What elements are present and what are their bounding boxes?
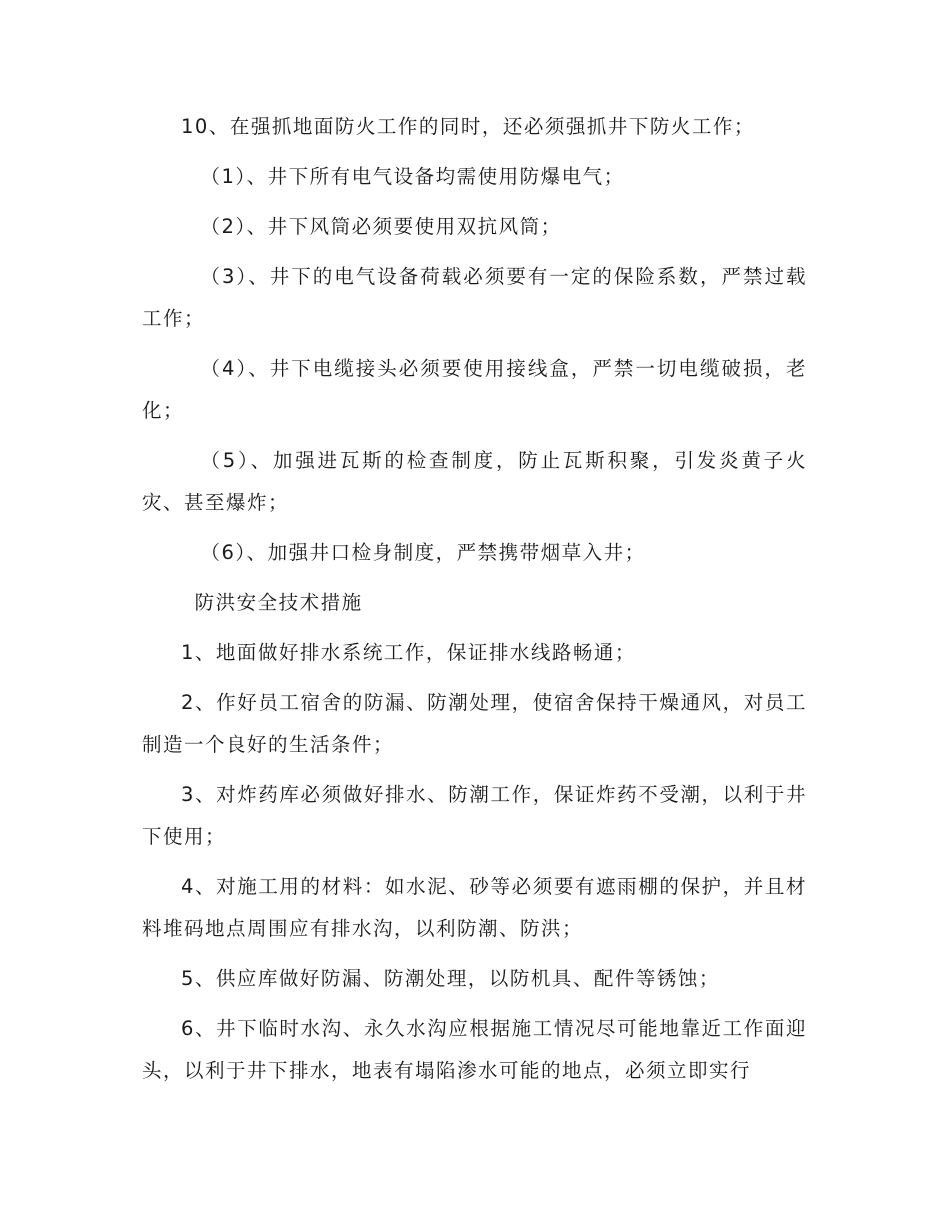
document-body	[142, 106, 807, 1092]
paragraph-item-3: 3、对炸药库必须做好排水、防潮工作，保证炸药不受潮，以利于井下使用；	[142, 783, 807, 848]
section-heading: 防洪安全技术措施	[194, 591, 363, 614]
paragraph-item-5: 5、供应库做好防漏、防潮处理，以防机具、配件等锈蚀；	[181, 967, 720, 990]
paragraph-subitem-3: （3）、井下的电气设备荷载必须要有一定的保险系数，严禁过载工作；	[142, 265, 807, 330]
paragraph-item-1: 1、地面做好排水系统工作，保证排水线路畅通；	[181, 641, 636, 664]
paragraph-item-10: 10、在强抓地面防火工作的同时，还必须强抓井下防火工作；	[181, 115, 755, 138]
paragraph-subitem-6: （6）、加强井口检身制度，严禁携带烟草入井；	[200, 541, 646, 564]
paragraph-item-2: 2、作好员工宿舍的防漏、防潮处理，使宿舍保持干燥通风，对员工制造一个良好的生活条件；	[142, 691, 807, 756]
paragraph-item-6: 6、井下临时水沟、永久水沟应根据施工情况尽可能地靠近工作面迎头，以利于井下排水，地表有塌陷渗水可能的地点，必须立即实行	[142, 1017, 807, 1082]
paragraph-subitem-4: （4）、井下电缆接头必须要使用接线盒，严禁一切电缆破损，老化；	[142, 357, 807, 422]
paragraph-item-4: 4、对施工用的材料：如水泥、砂等必须要有遮雨棚的保护，并且材料堆码地点周围应有排水沟，以利防潮、防洪；	[142, 875, 807, 940]
paragraph-subitem-1: （1）、井下所有电气设备均需使用防爆电气；	[200, 165, 625, 188]
paragraph-subitem-2: （2）、井下风筒必须要使用双抗风筒；	[200, 215, 562, 238]
paragraph-subitem-5: （5）、加强进瓦斯的检查制度，防止瓦斯积聚，引发炎黄子火灾、甚至爆炸；	[142, 449, 807, 514]
